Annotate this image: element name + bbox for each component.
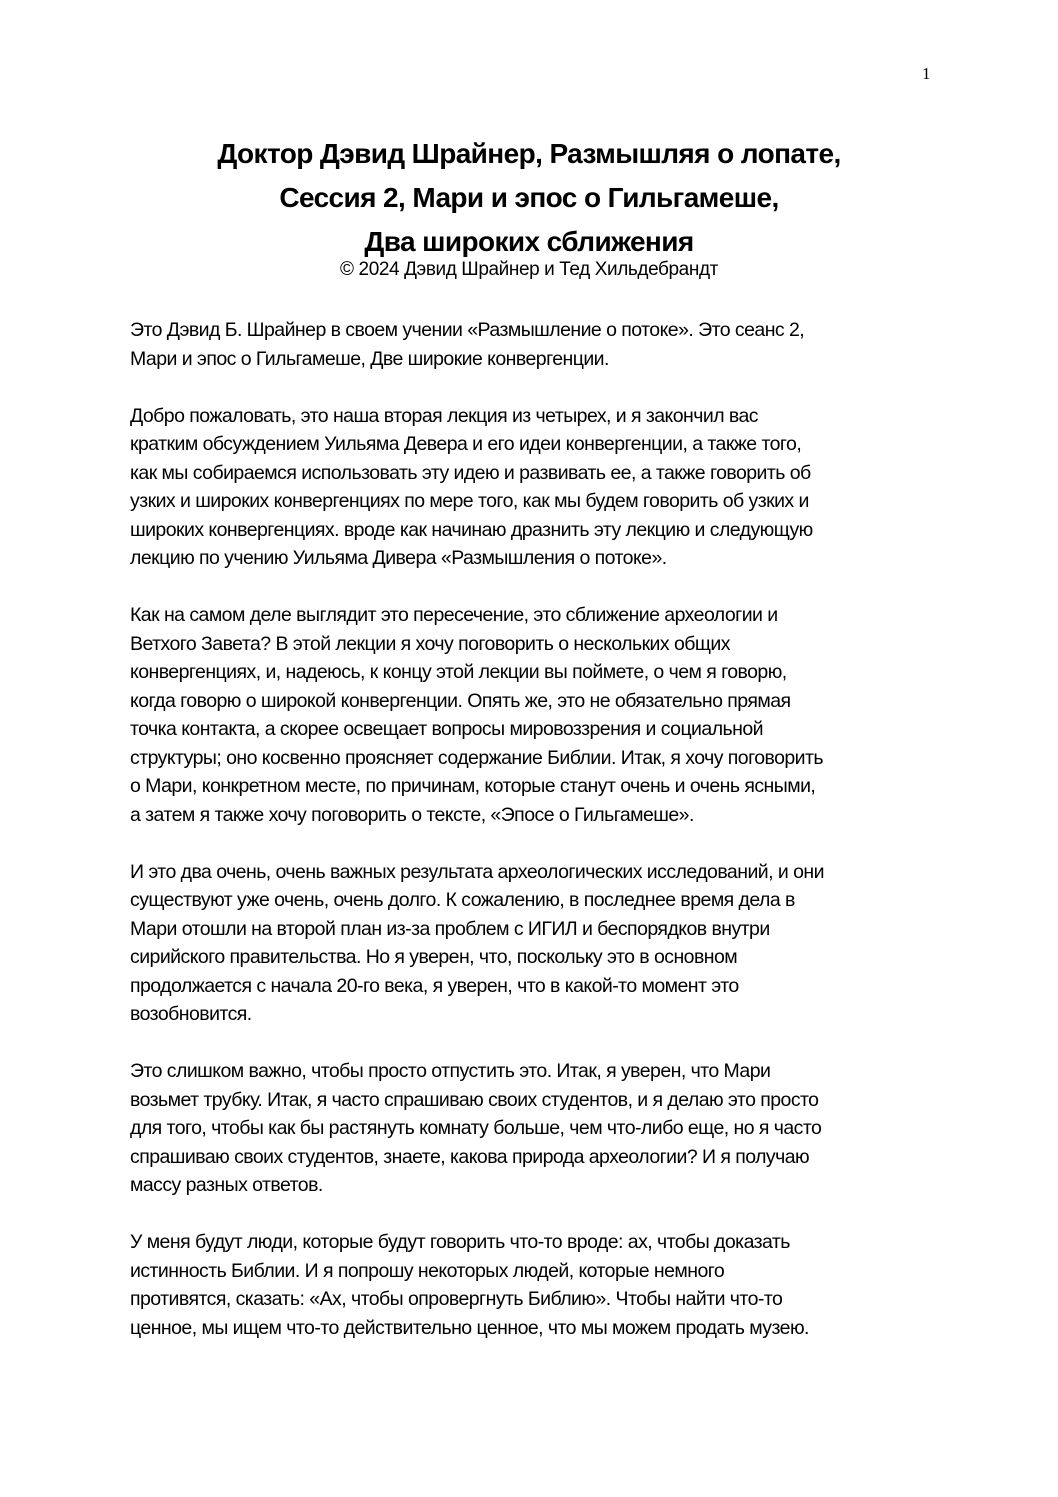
paragraph: [130, 402, 824, 573]
copyright-line: © 2024 Дэвид Шрайнер и Тед Хильдебрандт: [340, 259, 718, 280]
paragraph: [130, 1228, 824, 1342]
text-line: противятся, сказать: «Ах, чтобы опровергнуть Библию». Чтобы найти что-то: [130, 1288, 783, 1310]
text-line: У меня будут люди, которые будут говорить что-то вроде: ах, чтобы доказать: [130, 1231, 790, 1253]
text-line: лекцию по учению Уильяма Дивера «Размышления о потоке».: [130, 547, 667, 569]
paragraph: [130, 601, 824, 829]
text-line: продолжается с начала 20-го века, я уверен, что в какой-то момент это: [130, 974, 739, 997]
text-line: Это Дэвид Б. Шрайнер в своем учении «Размышление о потоке». Это сеанс 2,: [130, 319, 805, 341]
text-line: сирийского правительства. Но я уверен, что, поскольку это в основном: [130, 946, 738, 968]
title-line: Два широких сближения: [364, 226, 694, 257]
document-body: [130, 316, 824, 1371]
text-line: конвергенциях, и, надеюсь, к концу этой лекции вы поймете, о чем я говорю,: [130, 661, 787, 683]
text-line: структуры; оно косвенно проясняет содержание Библии. Итак, я хочу поговорить: [130, 746, 824, 769]
text-line: о Мари, конкретном месте, по причинам, которые станут очень и очень ясными,: [130, 775, 816, 797]
text-line: как мы собираемся использовать эту идею и развивать ее, а также говорить об: [130, 461, 811, 484]
text-line: когда говорю о широкой конвергенции. Опять же, это не обязательно прямая: [130, 689, 791, 712]
text-line: возобновится.: [130, 1003, 252, 1025]
paragraph: [130, 1057, 824, 1200]
text-line: узких и широких конвергенциях по мере того, как мы будем говорить об узких и: [130, 490, 809, 512]
text-line: возьмет трубку. Итак, я часто спрашиваю своих студентов, и я делаю это просто: [130, 1088, 819, 1111]
document-title: [0, 132, 1058, 264]
text-line: Это слишком важно, чтобы просто отпустить это. Итак, я уверен, что Мари: [130, 1060, 771, 1082]
text-line: ценное, мы ищем что-то действительно ценное, что мы можем продать музею.: [130, 1316, 809, 1339]
page-number: 1: [922, 64, 931, 83]
title-line: Доктор Дэвид Шрайнер, Размышляя о лопате,: [217, 138, 841, 169]
text-line: широких конвергенциях. вроде как начинаю дразнить эту лекцию и следующую: [130, 518, 813, 541]
text-line: кратким обсуждением Уильяма Девера и его идеи конвергенции, а также того,: [130, 433, 802, 455]
text-line: Мари и эпос о Гильгамеше, Две широкие конвергенции.: [130, 347, 609, 370]
text-line: спрашиваю своих студентов, знаете, какова природа археологии? И я получаю: [130, 1145, 810, 1168]
text-line: Ветхого Завета? В этой лекции я хочу поговорить о нескольких общих: [130, 632, 730, 655]
title-line: Сессия 2, Мари и эпос о Гильгамеше,: [279, 182, 779, 213]
paragraph: [130, 858, 824, 1029]
text-line: массу разных ответов.: [130, 1174, 323, 1196]
text-line: существуют уже очень, очень долго. К сожалению, в последнее время дела в: [130, 889, 795, 911]
text-line: истинность Библии. И я попрошу некоторых людей, которые немного: [130, 1259, 725, 1282]
text-line: И это два очень, очень важных результата археологических исследований, и они: [130, 860, 824, 883]
paragraph: [130, 316, 824, 373]
text-line: для того, чтобы как бы растянуть комнату больше, чем что-либо еще, но я часто: [130, 1117, 822, 1139]
text-line: Как на самом деле выглядит это пересечение, это сближение археологии и: [130, 604, 778, 626]
text-line: Мари отошли на второй план из-за проблем с ИГИЛ и беспорядков внутри: [130, 917, 770, 940]
text-line: а затем я также хочу поговорить о тексте, «Эпосе о Гильгамеше».: [130, 803, 694, 826]
text-line: точка контакта, а скорее освещает вопросы мировоззрения и социальной: [130, 718, 763, 740]
text-line: Добро пожаловать, это наша вторая лекция из четырех, и я закончил вас: [130, 404, 758, 427]
